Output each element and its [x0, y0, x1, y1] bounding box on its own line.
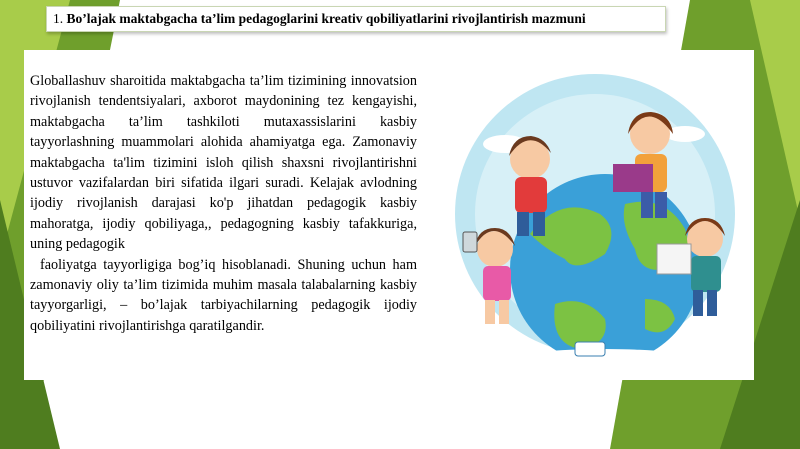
paragraph-1: Globallashuv sharoitida maktabgacha ta’lim tizimining innovatsion rivojlanish tendentsiyalari, axborot maydonining tez kengayishi, maktabgacha ta’lim tashkiloti mutaxassislarini kasbiy tayyorlashning muammolari alohida ahamiyatga ega. Zamonaviy maktabgacha ta'lim tizimini isloh qilish shaxsni rivojlantirishni ustuvor vazifalardan biri sifatida ilgari suradi. Kelajak avlodning ijodiy rivojlanish darajasi ko'p jihatdan pedagogik kasbiy mahoratga, ijodiy qobiliyaga,, pedagogning kasbiy tafakkuriga, uning pedagogik [30, 73, 417, 253]
paragraph-2: faoliyatga tayyorligiga bog’iq hisoblanadi. Shuning uchun ham zamonaviy oliy ta’lim tizimida muhim masala talabalarning kasbiy tayyorgarligi, – bo’lajak tarbiyachilarning pedagogik ijodiy qobiliyatini rivojlantirishga qaratilgandir. [30, 256, 417, 334]
body-text [30, 71, 417, 336]
slide-title [46, 6, 666, 32]
title-text: Bo’lajak maktabgacha ta’lim pedagoglarini kreativ qobiliyatlarini rivojlantirish mazmuni [66, 11, 586, 26]
title-number: 1. [53, 11, 64, 26]
children-globe-illustration [435, 64, 753, 378]
